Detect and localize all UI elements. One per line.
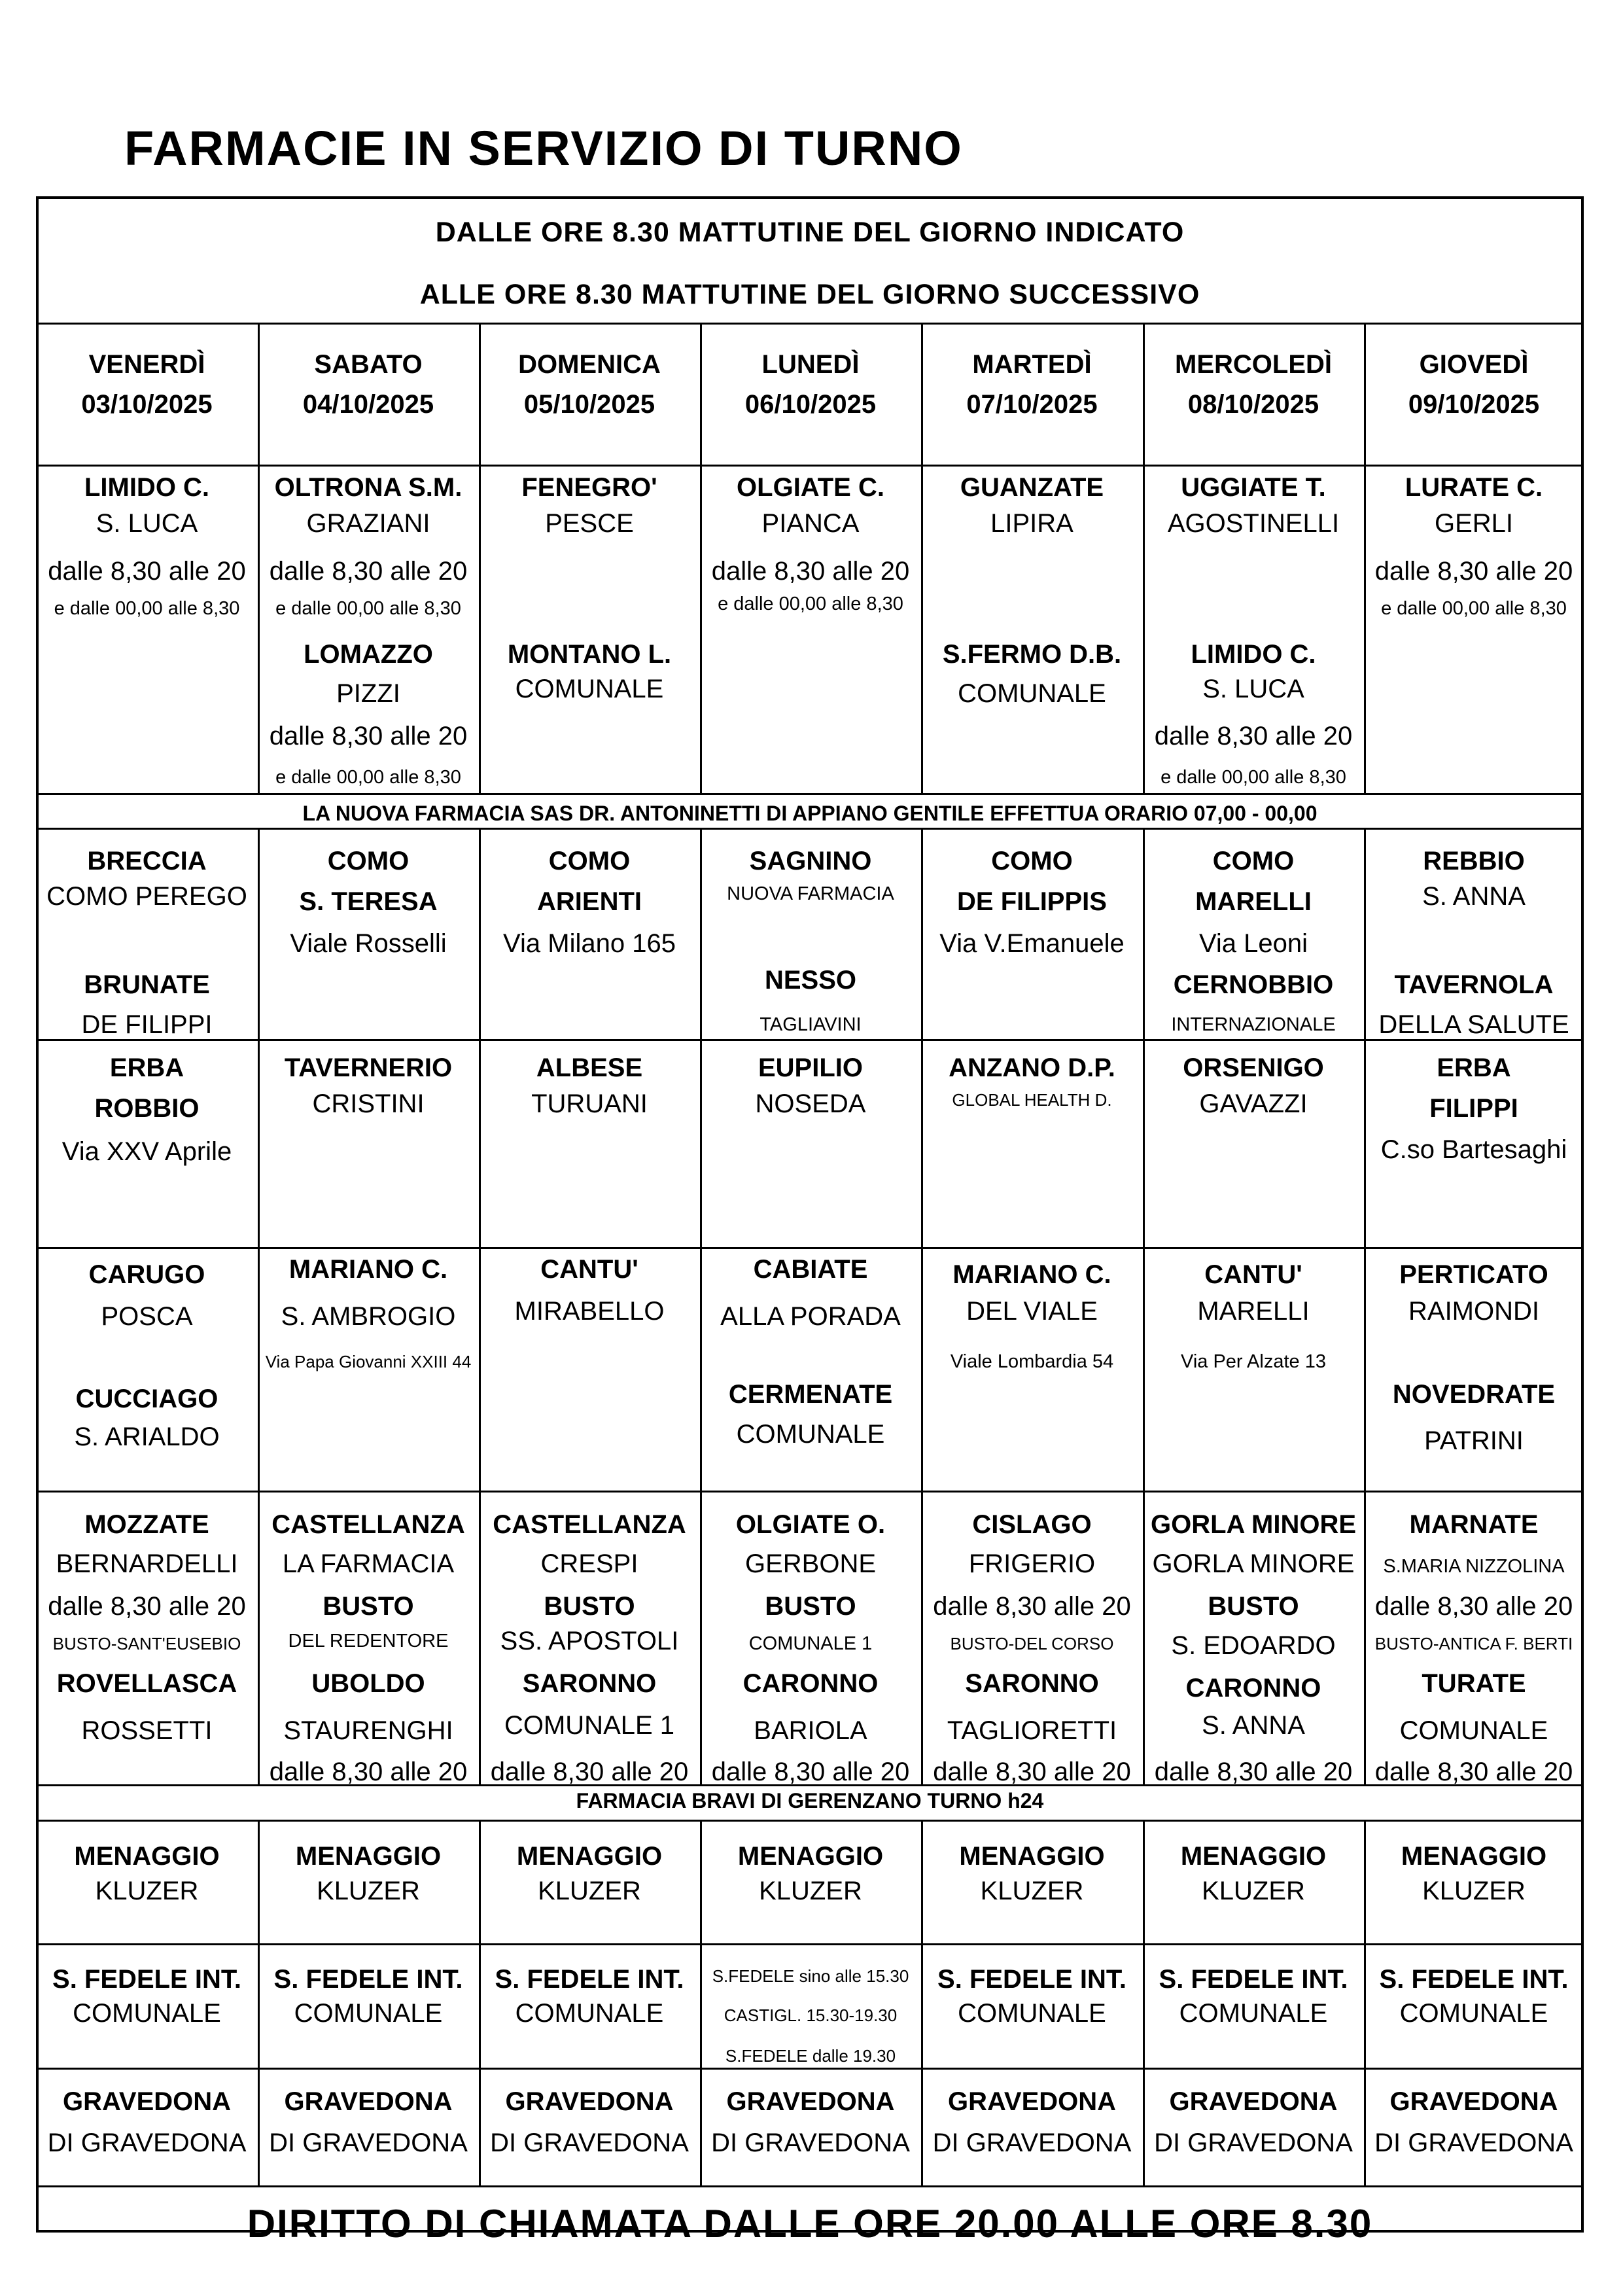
day-date: 05/10/2025 (523, 390, 655, 419)
pharmacy-location: OLGIATE C. (737, 473, 884, 502)
pharmacy-detail: TAGLIORETTI (947, 1716, 1117, 1745)
pharmacy-location: MENAGGIO (74, 1842, 220, 1871)
pharmacy-location: LIMIDO C. (1191, 640, 1316, 669)
pharmacy-location: CABIATE (753, 1255, 868, 1284)
pharmacy-detail: GORLA MINORE (1152, 1549, 1355, 1578)
row-divider (39, 828, 1581, 830)
pharmacy-detail: GRAZIANI (306, 509, 430, 538)
pharmacy-detail: dalle 8,30 alle 20 (1374, 557, 1573, 586)
pharmacy-detail: GAVAZZI (1199, 1089, 1308, 1118)
pharmacy-detail: BARIOLA (754, 1716, 867, 1745)
pharmacy-location: COMO (1212, 847, 1295, 875)
pharmacy-detail: ALLA PORADA (720, 1302, 901, 1331)
pharmacy-location: LURATE C. (1405, 473, 1543, 502)
pharmacy-detail: COMO PEREGO (46, 882, 247, 911)
pharmacy-location: ERBA (1437, 1053, 1511, 1082)
pharmacy-location: BUSTO (544, 1592, 635, 1621)
day-name: VENERDÌ (88, 350, 205, 379)
pharmacy-detail: Via Milano 165 (503, 929, 676, 958)
pharmacy-detail: NOSEDA (755, 1089, 866, 1118)
pharmacy-detail: dalle 8,30 alle 20 (1154, 722, 1353, 751)
pharmacy-location: DE FILIPPIS (957, 887, 1107, 916)
day-date: 08/10/2025 (1187, 390, 1319, 419)
pharmacy-detail: DI GRAVEDONA (1374, 2128, 1573, 2157)
pharmacy-detail: CRESPI (540, 1549, 638, 1578)
pharmacy-location: COMO (991, 847, 1073, 875)
pharmacy-location: ALBESE (536, 1053, 643, 1082)
pharmacy-detail: DEL VIALE (966, 1297, 1098, 1326)
pharmacy-detail: KLUZER (759, 1877, 862, 1905)
day-header (700, 323, 921, 465)
pharmacy-location: MENAGGIO (1180, 1842, 1327, 1871)
pharmacy-location: GRAVEDONA (505, 2087, 674, 2116)
pharmacy-detail: dalle 8,30 alle 20 (711, 1757, 910, 1786)
row-divider (39, 465, 1581, 467)
pharmacy-detail: Via V.Emanuele (939, 929, 1125, 958)
pharmacy-detail: COMUNALE (73, 1999, 221, 2028)
pharmacy-detail: C.so Bartesaghi (1380, 1135, 1567, 1164)
pharmacy-location: S. FEDELE INT. (1379, 1965, 1569, 1994)
pharmacy-detail: COMUNALE (1399, 1999, 1548, 2028)
pharmacy-location: S. FEDELE INT. (52, 1965, 241, 1994)
day-header (921, 323, 1143, 465)
row-divider (39, 2185, 1581, 2187)
pharmacy-location: MOZZATE (84, 1510, 209, 1539)
pharmacy-location: BUSTO (323, 1592, 414, 1621)
pharmacy-location: TAVERNERIO (284, 1053, 453, 1082)
pharmacy-detail: COMUNALE (1179, 1999, 1328, 2028)
pharmacy-detail: dalle 8,30 alle 20 (1374, 1757, 1573, 1786)
pharmacy-detail: dalle 8,30 alle 20 (269, 722, 468, 751)
row-divider (39, 2068, 1581, 2070)
pharmacy-detail: S. ANNA (1202, 1711, 1305, 1740)
pharmacy-location: S. TERESA (299, 887, 438, 916)
pharmacy-location: TAVERNOLA (1394, 970, 1554, 999)
row-divider (39, 1491, 1581, 1492)
pharmacy-detail: DI GRAVEDONA (932, 2128, 1132, 2157)
pharmacy-location: MARIANO C. (952, 1260, 1111, 1289)
pharmacy-detail: TURUANI (531, 1089, 648, 1118)
pharmacy-detail: dalle 8,30 alle 20 (1154, 1757, 1353, 1786)
pharmacy-location: BRECCIA (87, 847, 207, 875)
pharmacy-detail: ROSSETTI (81, 1716, 213, 1745)
pharmacy-detail: Via Papa Giovanni XXIII 44 (265, 1352, 472, 1371)
pharmacy-detail: Via Per Alzate 13 (1181, 1351, 1326, 1372)
pharmacy-detail: dalle 8,30 alle 20 (933, 1592, 1131, 1621)
pharmacy-location: GRAVEDONA (62, 2087, 232, 2116)
pharmacy-detail: DI GRAVEDONA (490, 2128, 689, 2157)
pharmacy-location: CASTELLANZA (271, 1510, 465, 1539)
pharmacy-detail: GERLI (1434, 509, 1514, 538)
pharmacy-detail: DI GRAVEDONA (711, 2128, 910, 2157)
day-date: 04/10/2025 (302, 390, 434, 419)
pharmacy-detail: S. ANNA (1422, 882, 1526, 911)
pharmacy-detail: DE FILIPPI (81, 1010, 213, 1039)
pharmacy-location: ERBA (109, 1053, 184, 1082)
pharmacy-location: NOVEDRATE (1392, 1380, 1556, 1409)
pharmacy-detail: S. AMBROGIO (281, 1302, 456, 1331)
pharmacy-location: ROVELLASCA (56, 1669, 237, 1698)
day-name: DOMENICA (518, 350, 661, 379)
day-header (1364, 323, 1584, 465)
pharmacy-detail: e dalle 00,00 alle 8,30 (275, 766, 461, 788)
pharmacy-detail: NUOVA FARMACIA (727, 883, 894, 904)
pharmacy-location: MENAGGIO (1401, 1842, 1547, 1871)
pharmacy-location: PERTICATO (1399, 1260, 1548, 1289)
pharmacy-location: CUCCIAGO (75, 1385, 218, 1413)
pharmacy-detail: KLUZER (1422, 1877, 1526, 1905)
pharmacy-detail: TAGLIAVINI (759, 1014, 862, 1035)
pharmacy-location: S. FEDELE INT. (495, 1965, 684, 1994)
pharmacy-location: BUSTO (1208, 1592, 1299, 1621)
pharmacy-detail: BUSTO-ANTICA F. BERTI (1374, 1634, 1573, 1653)
row-divider (39, 1943, 1581, 1945)
pharmacy-location: CARONNO (1185, 1674, 1321, 1703)
pharmacy-location: CISLAGO (972, 1510, 1092, 1539)
pharmacy-detail: COMUNALE (958, 1999, 1106, 2028)
pharmacy-detail: KLUZER (538, 1877, 641, 1905)
pharmacy-location: GRAVEDONA (284, 2087, 453, 2116)
pharmacy-location: OLTRONA S.M. (274, 473, 462, 502)
pharmacy-detail: e dalle 00,00 alle 8,30 (1161, 766, 1346, 788)
pharmacy-detail: dalle 8,30 alle 20 (48, 557, 246, 586)
pharmacy-location: GRAVEDONA (1389, 2087, 1558, 2116)
pharmacy-detail: MARELLI (1197, 1297, 1310, 1326)
column-divider (479, 2068, 481, 2185)
pharmacy-location: FILIPPI (1429, 1094, 1518, 1123)
pharmacy-location: ARIENTI (537, 887, 642, 916)
row-divider (39, 793, 1581, 795)
pharmacy-detail: COMUNALE (294, 1999, 443, 2028)
pharmacy-detail: dalle 8,30 alle 20 (269, 557, 468, 586)
pharmacy-detail: CRISTINI (312, 1089, 425, 1118)
pharmacy-location: SARONNO (965, 1669, 1099, 1698)
pharmacy-location: NESSO (764, 966, 857, 995)
pharmacy-location: SAGNINO (749, 847, 872, 875)
pharmacy-detail: S. LUCA (96, 509, 198, 538)
pharmacy-location: CARONNO (742, 1669, 879, 1698)
pharmacy-location: S. FEDELE INT. (273, 1965, 463, 1994)
column-divider (921, 2068, 923, 2185)
pharmacy-location: ROBBIO (94, 1094, 200, 1123)
day-name: GIOVEDÌ (1419, 350, 1529, 379)
pharmacy-detail: COMUNALE 1 (748, 1633, 873, 1654)
pharmacy-detail: S. ARIALDO (74, 1422, 220, 1451)
pharmacy-detail: S. EDOARDO (1171, 1631, 1336, 1660)
pharmacy-detail: DI GRAVEDONA (1154, 2128, 1353, 2157)
pharmacy-location: MARELLI (1195, 887, 1312, 916)
header-line-2: ALLE ORE 8.30 MATTUTINE DEL GIORNO SUCCESSIVO (419, 279, 1200, 310)
pharmacy-detail: dalle 8,30 alle 20 (1374, 1592, 1573, 1621)
pharmacy-detail: COMUNALE (958, 679, 1106, 708)
day-name: SABATO (314, 350, 423, 379)
pharmacy-location: CANTU' (1204, 1260, 1302, 1289)
day-name: LUNEDÌ (761, 350, 860, 379)
pharmacy-detail: RAIMONDI (1408, 1297, 1539, 1326)
pharmacy-location: MENAGGIO (737, 1842, 884, 1871)
pharmacy-detail: dalle 8,30 alle 20 (933, 1757, 1131, 1786)
pharmacy-detail: COMUNALE 1 (504, 1711, 675, 1740)
column-divider (258, 2068, 260, 2185)
pharmacy-location: REBBIO (1423, 847, 1525, 875)
pharmacy-detail: SS. APOSTOLI (500, 1627, 679, 1655)
pharmacy-detail: COMUNALE (736, 1420, 885, 1449)
day-date: 09/10/2025 (1408, 390, 1540, 419)
pharmacy-detail: dalle 8,30 alle 20 (269, 1757, 468, 1786)
pharmacy-detail: GERBONE (744, 1549, 877, 1578)
pharmacy-location: UBOLDO (311, 1669, 425, 1698)
pharmacy-detail: KLUZER (317, 1877, 420, 1905)
page-title: FARMACIE IN SERVIZIO DI TURNO (124, 121, 963, 175)
pharmacy-detail: Via Leoni (1198, 929, 1308, 958)
pharmacy-detail: BUSTO-SANT'EUSEBIO (52, 1634, 241, 1653)
pharmacy-detail: Viale Lombardia 54 (950, 1351, 1114, 1372)
pharmacy-location: CARUGO (88, 1260, 205, 1289)
pharmacy-detail: Via XXV Aprile (61, 1137, 232, 1166)
pharmacy-location: BUSTO (765, 1592, 856, 1621)
pharmacy-detail: POSCA (101, 1302, 193, 1331)
pharmacy-detail: e dalle 00,00 alle 8,30 (275, 597, 461, 619)
pharmacy-detail: STAURENGHI (283, 1716, 453, 1745)
day-name: MERCOLEDÌ (1175, 350, 1332, 379)
day-date: 06/10/2025 (744, 390, 877, 419)
pharmacy-location: MARIANO C. (288, 1255, 448, 1284)
pharmacy-detail: PATRINI (1424, 1426, 1524, 1455)
pharmacy-detail: Viale Rosselli (290, 929, 447, 958)
pharmacy-location: CERNOBBIO (1173, 970, 1334, 999)
pharmacy-location: SARONNO (522, 1669, 657, 1698)
day-header (258, 323, 479, 465)
pharmacy-detail: dalle 8,30 alle 20 (711, 557, 910, 586)
pharmacy-detail: AGOSTINELLI (1167, 509, 1340, 538)
pharmacy-location: LOMAZZO (304, 640, 433, 669)
pharmacy-detail: e dalle 00,00 alle 8,30 (718, 593, 903, 614)
pharmacy-detail: DELLA SALUTE (1378, 1010, 1569, 1039)
column-divider (1364, 2068, 1366, 2185)
pharmacy-location: MENAGGIO (959, 1842, 1105, 1871)
pharmacy-location: UGGIATE T. (1181, 473, 1326, 502)
pharmacy-detail: PIZZI (336, 679, 400, 708)
day-header (1143, 323, 1364, 465)
pharmacy-detail: PIANCA (761, 509, 860, 538)
pharmacy-location: GUANZATE (960, 473, 1104, 502)
pharmacy-location: CANTU' (540, 1255, 638, 1284)
footer-note: DIRITTO DI CHIAMATA DALLE ORE 20.00 ALLE ORE 8.30 (247, 2202, 1373, 2246)
day-header (36, 323, 258, 465)
pharmacy-detail: COMUNALE (515, 675, 664, 703)
pharmacy-location: S.FERMO D.B. (942, 640, 1122, 669)
pharmacy-detail: dalle 8,30 alle 20 (490, 1757, 689, 1786)
pharmacy-location: MARNATE (1409, 1510, 1539, 1539)
pharmacy-detail: dalle 8,30 alle 20 (48, 1592, 246, 1621)
day-name: MARTEDÌ (972, 350, 1092, 379)
pharmacy-detail: e dalle 00,00 alle 8,30 (1381, 597, 1567, 619)
pharmacy-location: GRAVEDONA (726, 2087, 895, 2116)
pharmacy-location: S. FEDELE INT. (1159, 1965, 1348, 1994)
pharmacy-detail: S. LUCA (1202, 675, 1304, 703)
pharmacy-detail: DEL REDENTORE (288, 1630, 449, 1651)
pharmacy-location: OLGIATE O. (735, 1510, 886, 1539)
pharmacy-detail: DI GRAVEDONA (47, 2128, 247, 2157)
banner-appiano: LA NUOVA FARMACIA SAS DR. ANTONINETTI DI APPIANO GENTILE EFFETTUA ORARIO 07,00 - 00,00 (302, 802, 1318, 825)
pharmacy-location: FENEGRO' (521, 473, 657, 502)
pharmacy-detail: GLOBAL HEALTH D. (952, 1090, 1112, 1110)
pharmacy-detail: KLUZER (95, 1877, 199, 1905)
pharmacy-detail: INTERNAZIONALE (1171, 1014, 1336, 1035)
pharmacy-location: ORSENIGO (1183, 1053, 1324, 1082)
pharmacy-location: TURATE (1422, 1669, 1526, 1698)
pharmacy-detail: FRIGERIO (968, 1549, 1096, 1578)
pharmacy-location: ANZANO D.P. (949, 1053, 1115, 1082)
day-date: 03/10/2025 (81, 390, 213, 419)
banner-gerenzano: FARMACIA BRAVI DI GERENZANO TURNO h24 (576, 1789, 1044, 1812)
pharmacy-detail: DI GRAVEDONA (269, 2128, 468, 2157)
pharmacy-detail: MIRABELLO (514, 1297, 665, 1326)
pharmacy-detail: S.MARIA NIZZOLINA (1383, 1555, 1565, 1577)
pharmacy-location: BRUNATE (84, 970, 210, 999)
pharmacy-detail: BERNARDELLI (56, 1549, 238, 1578)
pharmacy-detail: COMUNALE (1399, 1716, 1548, 1745)
column-divider (700, 2068, 702, 2185)
row-divider (39, 1039, 1581, 1041)
pharmacy-location: S. FEDELE INT. (937, 1965, 1126, 1994)
pharmacy-detail: CASTIGL. 15.30-19.30 (724, 2005, 898, 2025)
row-divider (39, 1247, 1581, 1249)
pharmacy-location: COMO (548, 847, 631, 875)
pharmacy-detail: PESCE (545, 509, 634, 538)
pharmacy-location: MENAGGIO (295, 1842, 442, 1871)
pharmacy-detail: e dalle 00,00 alle 8,30 (54, 597, 240, 619)
row-divider (39, 1820, 1581, 1822)
schedule-table (36, 196, 1584, 2246)
pharmacy-detail: KLUZER (980, 1877, 1084, 1905)
day-date: 07/10/2025 (966, 390, 1098, 419)
column-divider (1143, 2068, 1145, 2185)
pharmacy-location: GRAVEDONA (1169, 2087, 1338, 2116)
pharmacy-detail: COMUNALE (515, 1999, 664, 2028)
pharmacy-detail: S.FEDELE dalle 19.30 (725, 2046, 896, 2066)
pharmacy-detail: LA FARMACIA (282, 1549, 455, 1578)
pharmacy-detail: LIPIRA (990, 509, 1073, 538)
pharmacy-detail: KLUZER (1202, 1877, 1305, 1905)
pharmacy-location: LIMIDO C. (84, 473, 210, 502)
pharmacy-location: EUPILIO (758, 1053, 864, 1082)
pharmacy-location: CASTELLANZA (493, 1510, 686, 1539)
pharmacy-location: MENAGGIO (516, 1842, 663, 1871)
day-header (479, 323, 700, 465)
pharmacy-location: COMO (327, 847, 410, 875)
pharmacy-detail: BUSTO-DEL CORSO (950, 1634, 1114, 1653)
pharmacy-location: GORLA MINORE (1150, 1510, 1357, 1539)
pharmacy-detail: S.FEDELE sino alle 15.30 (712, 1966, 909, 1986)
pharmacy-location: CERMENATE (728, 1380, 893, 1409)
pharmacy-location: MONTANO L. (507, 640, 672, 669)
pharmacy-location: GRAVEDONA (947, 2087, 1117, 2116)
header-line-1: DALLE ORE 8.30 MATTUTINE DEL GIORNO INDICATO (435, 217, 1185, 248)
